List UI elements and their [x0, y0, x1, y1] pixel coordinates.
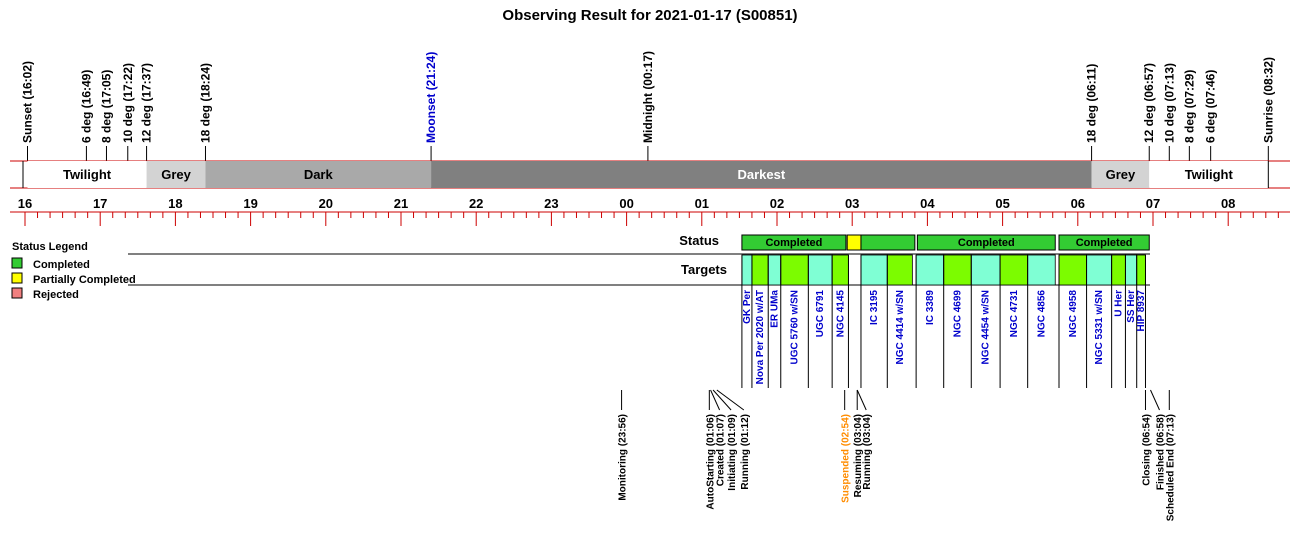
- sky-band-label: Grey: [1105, 167, 1136, 182]
- target-name: NGC 4856: [1036, 290, 1048, 338]
- target-block: [916, 255, 944, 285]
- hour-label: 23: [544, 196, 559, 211]
- target-name: NGC 4414 w/SN: [894, 290, 906, 365]
- run-event-label: Suspended (02:54): [840, 414, 852, 503]
- target-block: [1059, 255, 1087, 285]
- legend-label: Partially Completed: [33, 274, 136, 286]
- run-event-label: Resuming (03:04): [853, 414, 865, 498]
- target-name: IC 3389: [924, 290, 936, 326]
- target-block: [781, 255, 809, 285]
- hour-label: 20: [318, 196, 334, 211]
- sky-event-labels: [21, 51, 1276, 161]
- target-block: [944, 255, 972, 285]
- status-row: [742, 235, 1149, 250]
- sky-event-label: Sunset (16:02): [20, 60, 35, 143]
- run-event-label: Closing (06:54): [1141, 414, 1153, 486]
- target-block: [1087, 255, 1112, 285]
- target-name: UGC 5760 w/SN: [789, 290, 801, 365]
- target-name: ER UMa: [769, 290, 781, 328]
- run-event-tick: [717, 390, 744, 410]
- run-event-label: Finished (06:58): [1155, 414, 1167, 491]
- sky-event-label: 8 deg (07:29): [1182, 69, 1197, 143]
- status-block-label: Completed: [765, 237, 823, 249]
- hour-label: 00: [619, 196, 634, 211]
- target-name: HIP 8937: [1136, 290, 1148, 332]
- hour-label: 17: [92, 196, 108, 211]
- target-block: [768, 255, 781, 285]
- legend-label: Rejected: [33, 289, 79, 301]
- hour-label: 18: [168, 196, 183, 211]
- sky-event-label: 6 deg (16:49): [79, 69, 94, 143]
- sky-band-label: Twilight: [1184, 167, 1233, 182]
- run-event-labels: [618, 390, 1177, 521]
- run-event-tick: [711, 390, 720, 410]
- sky-event-label: 10 deg (17:22): [120, 62, 135, 143]
- targets-row-label: Targets: [681, 262, 727, 277]
- run-event-label: Initiating (01:09): [727, 414, 739, 491]
- target-block: [1028, 255, 1056, 285]
- status-block: [847, 235, 861, 250]
- run-event-label: Running (03:04): [862, 414, 874, 490]
- target-block: [1125, 255, 1136, 285]
- run-event-tick: [857, 390, 866, 410]
- target-name: Nova Per 2020 w/AT: [755, 290, 767, 385]
- run-event-label: AutoStarting (01:06): [705, 414, 717, 510]
- hour-label: 21: [393, 196, 409, 211]
- target-name: UGC 6791: [815, 290, 827, 338]
- sky-event-label: 18 deg (06:11): [1084, 63, 1099, 143]
- target-name: GK Per: [741, 290, 753, 324]
- hour-label: 16: [17, 196, 33, 211]
- sky-event-label: 6 deg (07:46): [1203, 69, 1218, 143]
- status-block-label: Completed: [1075, 237, 1133, 249]
- target-block: [887, 255, 912, 285]
- target-name: NGC 4454 w/SN: [980, 289, 992, 365]
- target-name: NGC 4958: [1067, 290, 1079, 338]
- sky-event-label: 8 deg (17:05): [99, 69, 114, 143]
- sky-event-label: Midnight (00:17): [640, 51, 655, 143]
- target-name: NGC 4731: [1008, 290, 1020, 338]
- hour-label: 08: [1220, 196, 1236, 211]
- sky-band-label: Darkest: [737, 167, 786, 182]
- sky-band-label: Twilight: [62, 167, 112, 182]
- legend-swatch: [12, 273, 22, 283]
- target-name: NGC 5331 w/SN: [1094, 290, 1106, 365]
- target-name: IC 3195: [869, 290, 881, 326]
- target-name: U Her: [1113, 290, 1125, 317]
- hour-label: 19: [243, 196, 258, 211]
- run-event-tick: [713, 390, 731, 410]
- status-row-label: Status: [679, 233, 719, 248]
- target-name: NGC 4699: [952, 290, 964, 338]
- target-block: [1000, 255, 1028, 285]
- target-name: NGC 4145: [835, 290, 847, 338]
- legend-swatch: [12, 288, 22, 298]
- run-event-label: Monitoring (23:56): [617, 414, 629, 501]
- sky-event-label: Moonset (21:24): [424, 51, 439, 143]
- hour-label: 01: [694, 196, 710, 211]
- target-block: [1137, 255, 1146, 285]
- hour-label: 02: [769, 196, 785, 211]
- target-block: [861, 255, 887, 285]
- target-block: [808, 255, 832, 285]
- legend-label: Completed: [33, 259, 90, 271]
- sky-event-label: 18 deg (18:24): [198, 62, 213, 143]
- hour-label: 22: [468, 196, 484, 211]
- status-legend: [12, 241, 136, 301]
- sky-event-label: 12 deg (17:37): [139, 62, 154, 143]
- hour-label: 03: [844, 196, 860, 211]
- run-event-label: Scheduled End (07:13): [1165, 414, 1177, 522]
- run-event-label: Created (01:07): [715, 414, 727, 487]
- page-title: Observing Result for 2021-01-17 (S00851): [502, 7, 798, 24]
- target-block: [971, 255, 1000, 285]
- run-event-label: Running (01:12): [739, 414, 751, 490]
- legend-title: Status Legend: [12, 241, 88, 253]
- hour-axis: [10, 196, 1290, 226]
- target-block: [742, 255, 752, 285]
- status-block-label: Completed: [957, 237, 1015, 249]
- hour-label: 05: [995, 196, 1010, 211]
- target-name: SS Her: [1126, 290, 1138, 323]
- sky-band-label: Dark: [303, 167, 333, 182]
- target-block: [832, 255, 848, 285]
- legend-swatch: [12, 258, 22, 268]
- hour-label: 07: [1145, 196, 1161, 211]
- sky-event-label: Sunrise (08:32): [1261, 56, 1276, 143]
- sky-condition-bar: [10, 161, 1290, 188]
- targets-row: [742, 255, 1147, 388]
- status-block: [861, 235, 915, 250]
- target-block: [1112, 255, 1126, 285]
- run-event-tick: [1150, 390, 1159, 410]
- sky-event-label: 12 deg (06:57): [1142, 62, 1157, 143]
- sky-event-label: 10 deg (07:13): [1162, 62, 1177, 143]
- hour-label: 04: [920, 196, 935, 211]
- sky-band-label: Grey: [161, 167, 191, 182]
- hour-label: 06: [1070, 196, 1086, 211]
- target-block: [752, 255, 768, 285]
